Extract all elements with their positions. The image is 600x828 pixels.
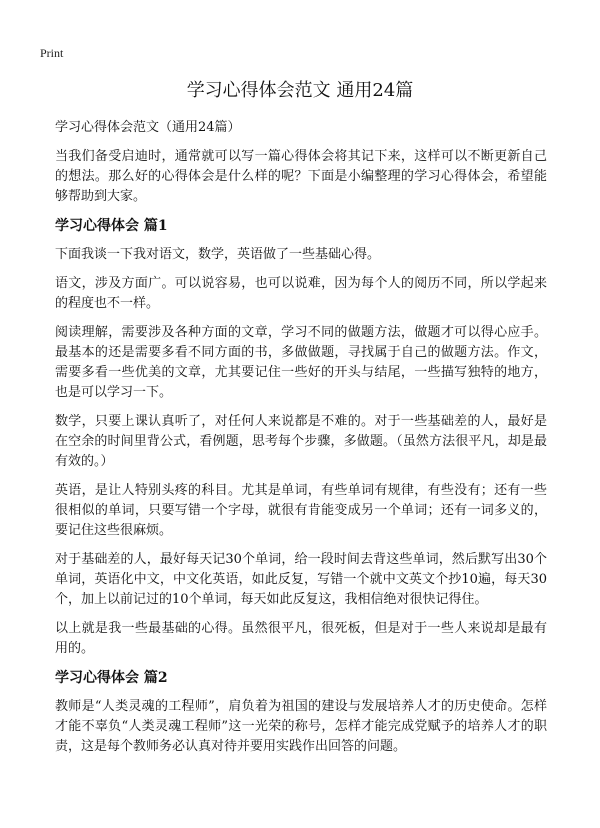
section-paragraph: 阅读理解，需要涉及各种方面的文章，学习不同的做题方法，做题才可以得心应手。最基本的还是需要多看不同方面的书，多做做题，寻找属于自己的做题方法。作文，需要多看一些优美的文章，尤其要记住一些好的开头与结尾，一些描写独特的地方，也是可以学习一下。: [55, 325, 547, 400]
section-paragraph: 以上就是我一些最基础的心得。虽然很平凡，很死板，但是对于一些人来说却是最有用的。: [55, 621, 547, 656]
document-title: 学习心得体会范文 通用24篇: [186, 80, 414, 101]
section-2: [55, 668, 547, 757]
section-paragraph: 语文，涉及方面广。可以说容易，也可以说难，因为每个人的阅历不同，所以学起来的程度也不一样。: [55, 276, 547, 311]
section-heading: 学习心得体会 篇2: [55, 670, 168, 686]
document-body: [55, 118, 547, 766]
section-paragraph: 英语，是让人特别头疼的科目。尤其是单词，有些单词有规律，有些没有；还有一些很相似的单词，只要写错一个字母，就很有肯能变成另一个单词；还有一词多义的，要记住这些很麻烦。: [55, 483, 547, 538]
print-link[interactable]: Print: [40, 46, 64, 60]
section-heading: 学习心得体会 篇1: [55, 218, 168, 234]
section-paragraph: 对于基础差的人，最好每天记30个单词，给一段时间去背这些单词，然后默写出30个单词，英语化中文，中文化英语，如此反复，写错一个就中文英文个抄10遍，每天30个，加上以前记过的10个单词，每天如此反复这，我相信绝对很快记得住。: [55, 552, 547, 607]
document-subtitle: 学习心得体会范文（通用24篇）: [55, 120, 241, 135]
section-paragraph: 数学，只要上课认真听了，对任何人来说都是不难的。对于一些基础差的人，最好是在空余的时间里背公式，看例题，思考每个步骤，多做题。（虽然方法很平凡，却是最有效的。）: [55, 414, 547, 469]
section-paragraph: 下面我谈一下我对语文，数学，英语做了一些基础心得。: [55, 247, 381, 262]
section-paragraph: 教师是“人类灵魂的工程师”，肩负着为祖国的建设与发展培养人才的历史使命。怎样才能不辜负“人类灵魂工程师”这一光荣的称号，怎样才能完成党赋予的培养人才的职责，这是每个教师务必认真对待并要用实践作出回答的问题。: [55, 699, 547, 754]
section-1: [55, 216, 547, 659]
intro-paragraph: 当我们备受启迪时，通常就可以写一篇心得体会将其记下来，这样可以不断更新自己的想法。那么好的心得体会是什么样的呢？下面是小编整理的学习心得体会，希望能够帮助到大家。: [55, 149, 547, 204]
